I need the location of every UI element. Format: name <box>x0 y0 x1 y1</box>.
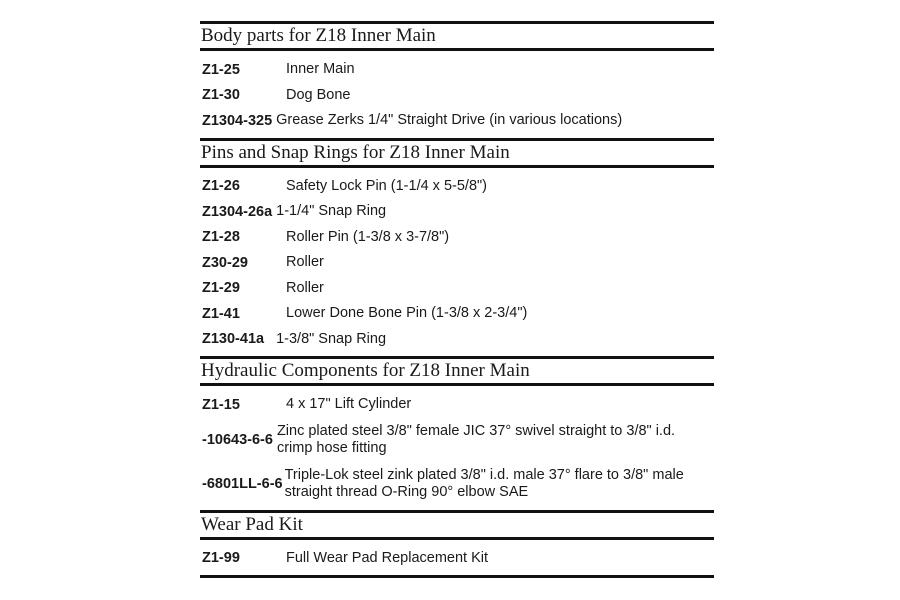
part-row <box>200 108 714 134</box>
part-row <box>200 301 714 327</box>
part-list <box>200 168 714 357</box>
part-number: Z1-28 <box>202 229 240 246</box>
part-row <box>200 276 714 302</box>
part-description: Dog Bone <box>286 86 351 103</box>
part-description: Full Wear Pad Replacement Kit <box>286 549 489 566</box>
part-row <box>200 225 714 251</box>
part-row <box>200 327 714 353</box>
parts-list-document <box>200 21 714 578</box>
section-pins-snap-rings <box>200 138 714 357</box>
part-row <box>200 462 714 506</box>
part-number: Z1-15 <box>202 396 240 413</box>
part-row <box>200 174 714 200</box>
part-list <box>200 540 714 576</box>
part-row <box>200 418 714 462</box>
part-number: -6801LL-6-6 <box>202 475 283 492</box>
part-number: Z1-99 <box>202 550 240 567</box>
part-row <box>200 83 714 109</box>
part-list <box>200 386 714 510</box>
part-number: Z1-25 <box>202 61 240 78</box>
section-body-parts <box>200 21 714 138</box>
part-number: Z1-41 <box>202 305 240 322</box>
closing-rule <box>200 575 714 578</box>
part-description: 1-1/4" Snap Ring <box>276 203 387 220</box>
part-description: 4 x 17" Lift Cylinder <box>286 396 412 413</box>
part-row <box>200 546 714 572</box>
section-heading: Body parts for Z18 Inner Main <box>200 21 714 51</box>
section-heading: Wear Pad Kit <box>200 510 714 540</box>
section-heading: Hydraulic Components for Z18 Inner Main <box>200 356 714 386</box>
part-description: Grease Zerks 1/4" Straight Drive (in various locations) <box>276 112 623 129</box>
section-wear-pad-kit <box>200 510 714 576</box>
part-number: Z130-41a <box>202 331 265 348</box>
part-description: Triple-Lok steel zink plated 3/8" i.d. male 37° flare to 3/8" male straight thread O-Ring 90° elbow SAE <box>284 466 684 500</box>
part-row <box>200 250 714 276</box>
part-description: 1-3/8" Snap Ring <box>276 330 387 347</box>
part-number: Z1304-325 <box>202 112 273 129</box>
section-hydraulic-components <box>200 356 714 510</box>
part-row <box>200 392 714 418</box>
part-description: Zinc plated steel 3/8" female JIC 37° swivel straight to 3/8" i.d. crimp hose fitting <box>276 422 676 456</box>
part-description: Lower Done Bone Pin (1-3/8 x 2-3/4") <box>286 305 528 322</box>
part-description: Safety Lock Pin (1-1/4 x 5-5/8") <box>286 177 487 194</box>
part-description: Roller Pin (1-3/8 x 3-7/8") <box>286 228 450 245</box>
part-number: -10643-6-6 <box>202 431 273 448</box>
part-description: Roller <box>286 254 324 271</box>
part-list <box>200 51 714 138</box>
part-number: Z30-29 <box>202 254 248 271</box>
part-row <box>200 199 714 225</box>
section-heading: Pins and Snap Rings for Z18 Inner Main <box>200 138 714 168</box>
part-description: Roller <box>286 279 324 296</box>
part-number: Z1-30 <box>202 87 240 104</box>
part-number: Z1-29 <box>202 280 240 297</box>
part-number: Z1304-26a <box>202 203 273 220</box>
part-row <box>200 57 714 83</box>
part-number: Z1-26 <box>202 178 240 195</box>
part-description: Inner Main <box>286 61 355 78</box>
